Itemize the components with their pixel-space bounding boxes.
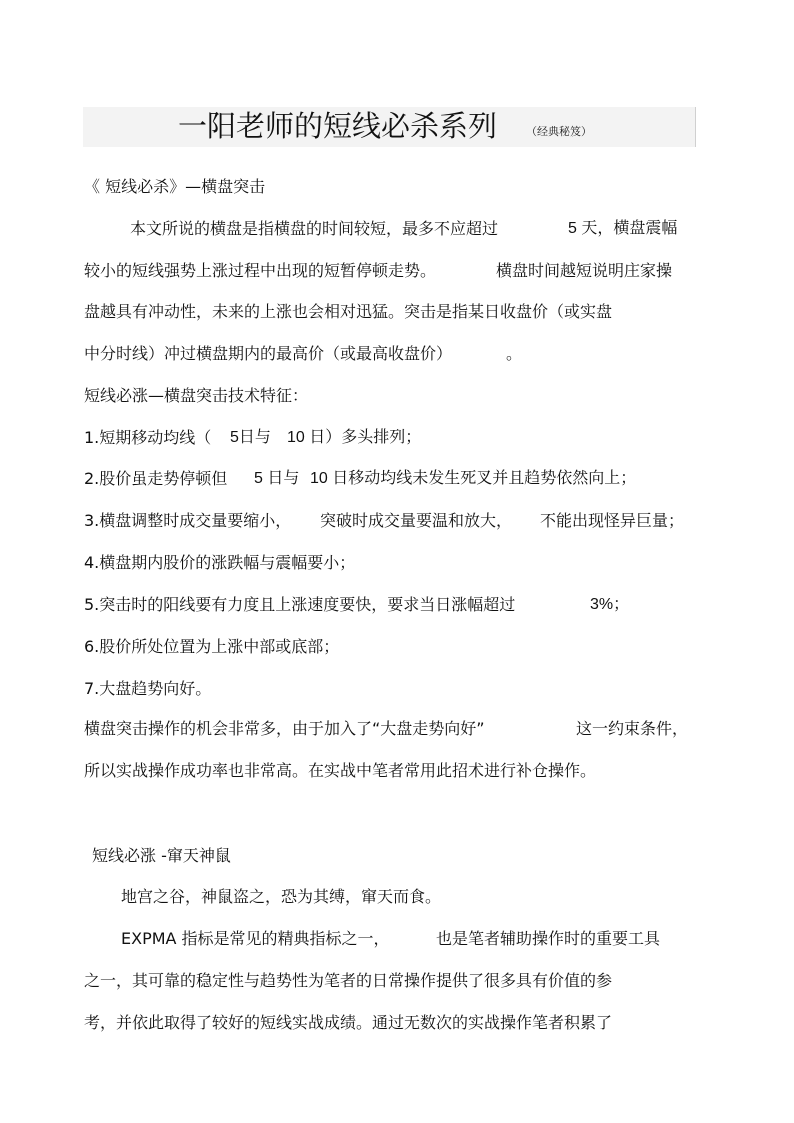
- para1-line1-days: 5 天，横盘震幅: [568, 220, 678, 237]
- para1-line2-text: 较小的短线强势上涨过程中出现的短暂停顿走势。: [84, 261, 437, 280]
- conclusion-line1-a: 横盘突击操作的机会非常多，由于加入了“大盘走势向好”: [84, 719, 485, 738]
- document-subtitle: （经典秘笈）: [526, 125, 592, 138]
- conclusion-line1-b: 这一约束条件，: [576, 719, 689, 738]
- para1-line2: [84, 260, 694, 282]
- feature-1-b: 5日与: [230, 429, 271, 446]
- section2-para-line1-b: 也是笔者辅助操作时的重要工具: [436, 929, 661, 948]
- feature-2-b: 5 日与: [254, 470, 300, 487]
- feature-3-a: 3.横盘调整时成交量要缩小，: [84, 511, 292, 530]
- feature-7: 7.大盘趋势向好。: [84, 679, 212, 698]
- para1-line4-text: 中分时线）冲过横盘期内的最高价（或最高收盘价）: [84, 344, 453, 363]
- feature-2: [84, 468, 694, 490]
- feature-6: 6.股价所处位置为上涨中部或底部；: [84, 637, 340, 656]
- feature-3-c: 不能出现怪异巨量；: [540, 511, 685, 530]
- document-title: 一阳老师的短线必杀系列: [178, 109, 498, 143]
- feature-3-b: 突破时成交量要温和放大，: [320, 511, 513, 530]
- section2-heading: 短线必涨 -窜天神鼠: [92, 846, 231, 865]
- section2-para-line1-a: EXPMA 指标是常见的精典指标之一，: [121, 929, 390, 948]
- para1-line3: 盘越具有冲动性，未来的上涨也会相对迅猛。突击是指某日收盘价（或实盘: [84, 302, 613, 321]
- section2-quote: 地宫之谷，神鼠盗之，恐为其缚，窜天而食。: [121, 887, 442, 906]
- feature-5: [84, 594, 694, 616]
- section2-para-line1: [84, 928, 694, 950]
- title-banner: [83, 107, 696, 147]
- features-heading: 短线必涨—横盘突击技术特征：: [84, 386, 309, 405]
- conclusion-line1: [84, 718, 694, 740]
- feature-1: [84, 427, 694, 449]
- feature-4: 4.横盘期内股价的涨跌幅与震幅要小；: [84, 553, 356, 572]
- section2-para-line3: 考，并依此取得了较好的短线实战成绩。通过无数次的实战操作笔者积累了: [84, 1013, 613, 1032]
- para1-line1: [84, 218, 694, 240]
- para1-line4: [84, 343, 694, 365]
- feature-5-b: 3%；: [590, 596, 630, 613]
- section2-para-line2: 之一，其可靠的稳定性与趋势性为笔者的日常操作提供了很多具有价值的参: [84, 971, 613, 990]
- feature-5-a: 5.突击时的阳线要有力度且上涨速度要快，要求当日涨幅超过: [84, 595, 516, 614]
- feature-1-c: 10 日）多头排列；: [287, 429, 422, 446]
- section1-heading: 《 短线必杀》—横盘突击: [84, 177, 266, 196]
- para1-line1-text: 本文所说的横盘是指横盘的时间较短，最多不应超过: [130, 219, 499, 238]
- feature-2-c: 10 日移动均线未发生死叉并且趋势依然向上；: [310, 470, 637, 487]
- feature-3: [84, 510, 694, 532]
- feature-2-a: 2.股价虽走势停顿但: [84, 469, 228, 488]
- para1-line2-tail: 横盘时间越短说明庄家操: [496, 261, 673, 280]
- para1-line4-end: 。: [506, 344, 523, 363]
- feature-1-a: 1.短期移动均线（: [84, 428, 212, 447]
- conclusion-line2: 所以实战操作成功率也非常高。在实战中笔者常用此招术进行补仓操作。: [84, 761, 597, 780]
